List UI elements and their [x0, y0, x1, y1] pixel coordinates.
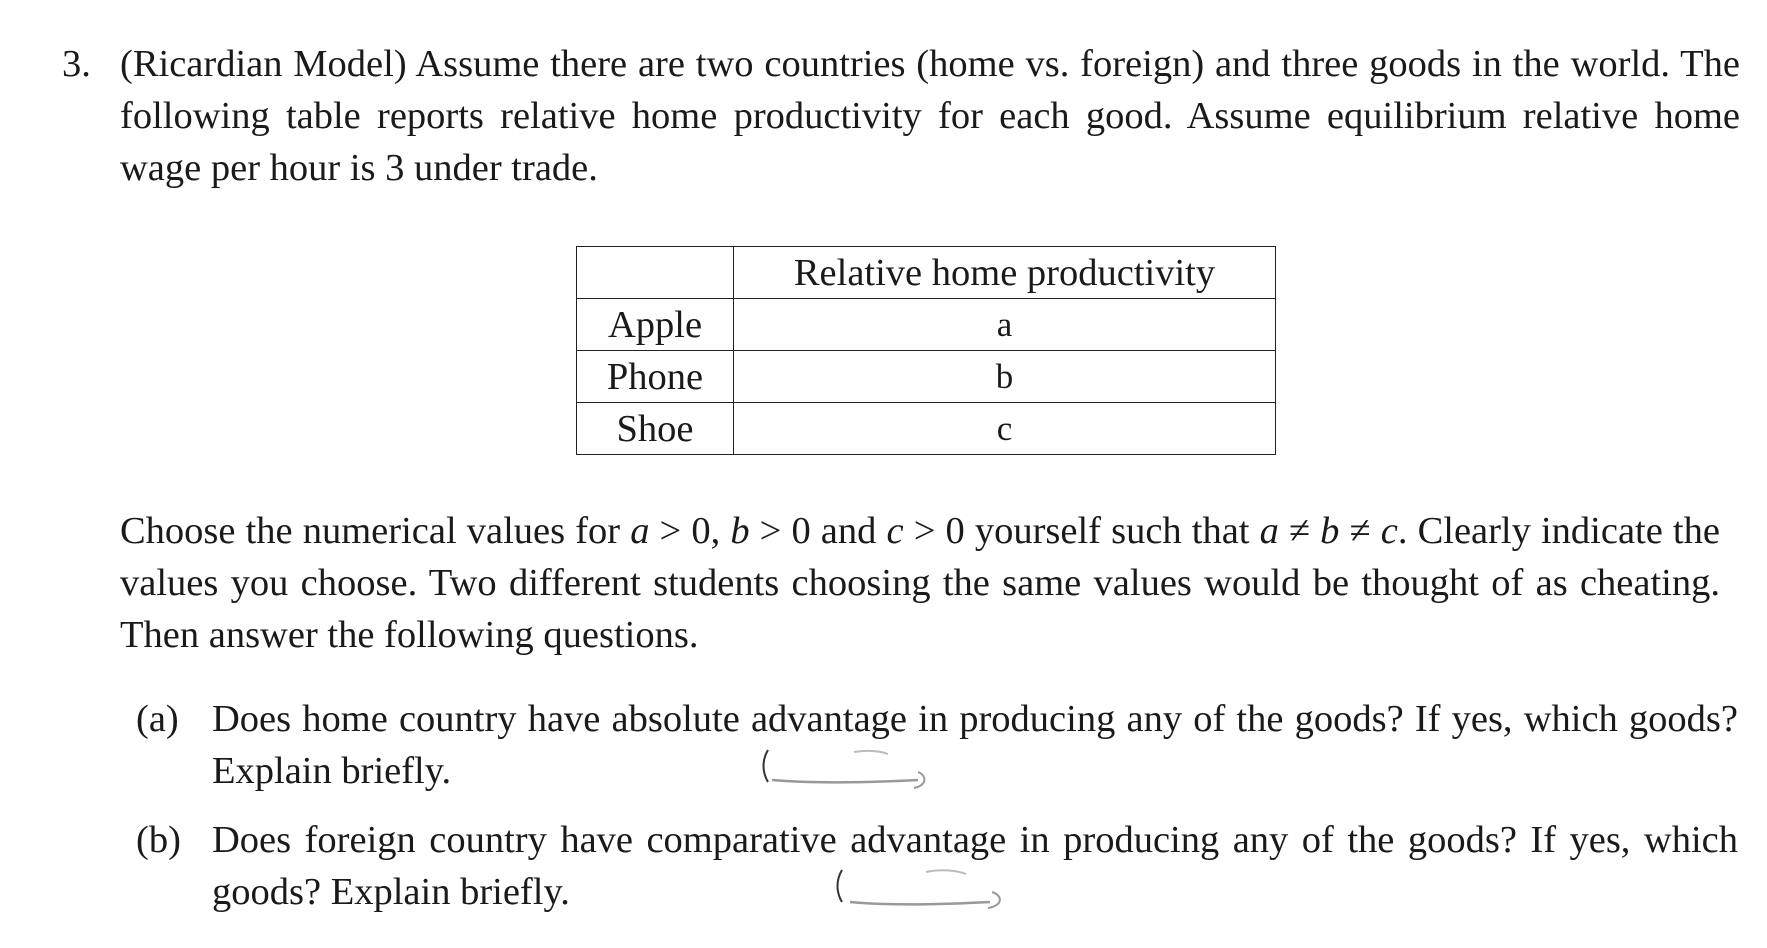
math-var-a: a	[1259, 510, 1279, 552]
math-var-c: c	[886, 510, 904, 552]
math-var-a: a	[630, 510, 650, 552]
instructions-text: Choose the numerical values for	[120, 510, 631, 552]
math-var-c: c	[1380, 510, 1398, 552]
productivity-table	[576, 246, 1276, 455]
question-label-a: (a)	[136, 698, 179, 740]
question-text-b: Does foreign country have comparative advantage in producing any of the goods? If yes, which goods? Explain briefly.	[212, 819, 1738, 913]
problem-number: 3.	[62, 43, 91, 85]
table-good-phone: Phone	[577, 351, 734, 403]
question-text-a: Does home country have absolute advantage in producing any of the goods? If yes, which goods? Explain briefly.	[212, 698, 1738, 792]
question-label-b: (b)	[136, 819, 181, 861]
math-var-b: b	[730, 510, 750, 552]
table-corner-cell	[577, 247, 734, 299]
table-row	[577, 299, 1276, 351]
redaction-mark-b	[832, 862, 1008, 910]
table-header-row	[577, 247, 1276, 299]
instructions-text: > 0,	[649, 510, 731, 552]
table-value-apple: a	[734, 299, 1276, 351]
table-value-shoe: c	[734, 403, 1276, 455]
table-header-productivity: Relative home productivity	[734, 247, 1276, 299]
not-equal-symbol: ≠	[1339, 510, 1381, 552]
table-value-phone: b	[734, 351, 1276, 403]
table-row	[577, 403, 1276, 455]
table-good-apple: Apple	[577, 299, 734, 351]
instructions-text: . Clearly indicate the values you choose. Two different students choosing the same values would be thought of as cheating. Then answer the following questions.	[120, 510, 1720, 656]
table-row	[577, 351, 1276, 403]
not-equal-symbol: ≠	[1278, 510, 1321, 552]
table-good-shoe: Shoe	[577, 403, 734, 455]
instructions-text: > 0 yourself such that	[903, 510, 1260, 552]
redaction-mark-a	[758, 742, 934, 790]
math-var-b: b	[1320, 510, 1340, 552]
problem-intro: (Ricardian Model) Assume there are two countries (home vs. foreign) and three goods in the world. The following table reports relative home productivity for each good. Assume equilibrium relative home wage per hour is 3 under trade.	[120, 43, 1740, 189]
instructions-text: > 0 and	[749, 510, 887, 552]
instructions-paragraph	[120, 505, 1720, 661]
